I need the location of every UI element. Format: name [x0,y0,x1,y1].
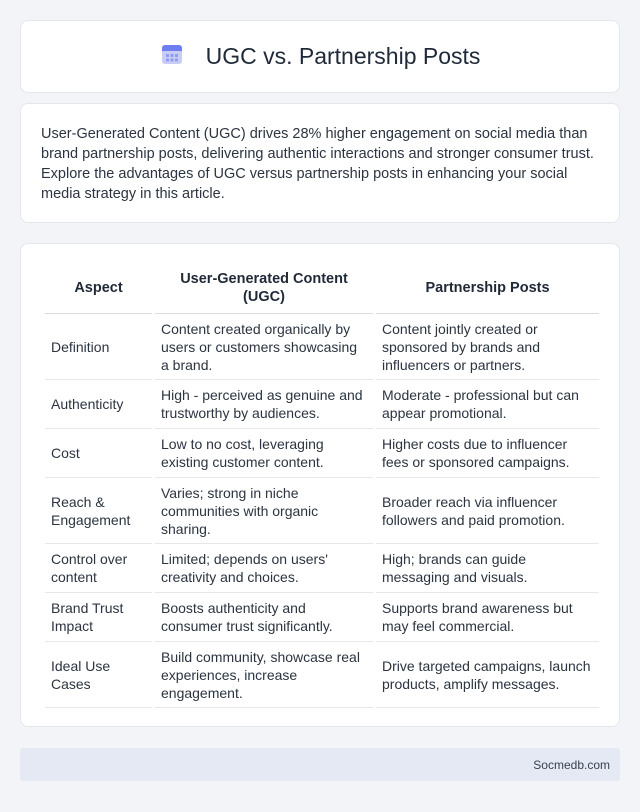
intro-card [20,103,620,223]
table-cell-ugc: Boosts authenticity and consumer trust significantly. [155,593,373,642]
table-header-row [45,264,599,314]
table-cell-ugc: Low to no cost, leveraging existing customer content. [155,429,373,478]
table-cell-aspect: Ideal Use Cases [45,642,152,708]
page-title: UGC vs. Partnership Posts [205,43,481,69]
column-header-ugc: User-Generated Content (UGC) [155,264,373,314]
table-cell-aspect: Reach & Engagement [45,478,152,544]
table-cell-aspect: Authenticity [45,380,152,429]
table-row [45,478,599,544]
table-cell-partnership: Content jointly created or sponsored by brands and influencers or partners. [376,314,599,380]
table-row [45,429,599,478]
table-cell-aspect: Brand Trust Impact [45,593,152,642]
table-row [45,544,599,593]
table-row [45,642,599,708]
table-cell-partnership: Higher costs due to influencer fees or sponsored campaigns. [376,429,599,478]
table-cell-partnership: Broader reach via influencer followers and paid promotion. [376,478,599,544]
table-card [20,243,620,727]
table-cell-partnership: Moderate - professional but can appear promotional. [376,380,599,429]
footer-site-link[interactable]: Socmedb.com [533,757,610,772]
title-card [20,20,620,93]
column-header-partnership: Partnership Posts [376,264,599,314]
table-row [45,314,599,380]
title-wrap [160,42,481,71]
table-cell-partnership: Drive targeted campaigns, launch products, amplify messages. [376,642,599,708]
intro-text: User-Generated Content (UGC) drives 28% higher engagement on social media than brand partnership posts, delivering authentic interactions and stronger consumer trust. Explore the advantages of UGC versus partnership posts in enhancing your social media strategy in this article. [41,126,594,202]
comparison-table [42,264,602,708]
table-cell-ugc: Varies; strong in niche communities with organic sharing. [155,478,373,544]
table-cell-ugc: Build community, showcase real experiences, increase engagement. [155,642,373,708]
table-cell-ugc: Limited; depends on users' creativity and choices. [155,544,373,593]
footer [20,748,620,781]
calendar-icon [160,42,184,71]
table-cell-ugc: Content created organically by users or customers showcasing a brand. [155,314,373,380]
table-cell-ugc: High - perceived as genuine and trustworthy by audiences. [155,380,373,429]
table-cell-aspect: Definition [45,314,152,380]
table-cell-aspect: Cost [45,429,152,478]
table-cell-partnership: High; brands can guide messaging and visuals. [376,544,599,593]
table-cell-partnership: Supports brand awareness but may feel commercial. [376,593,599,642]
table-row [45,593,599,642]
table-cell-aspect: Control over content [45,544,152,593]
column-header-aspect: Aspect [45,264,152,314]
table-row [45,380,599,429]
